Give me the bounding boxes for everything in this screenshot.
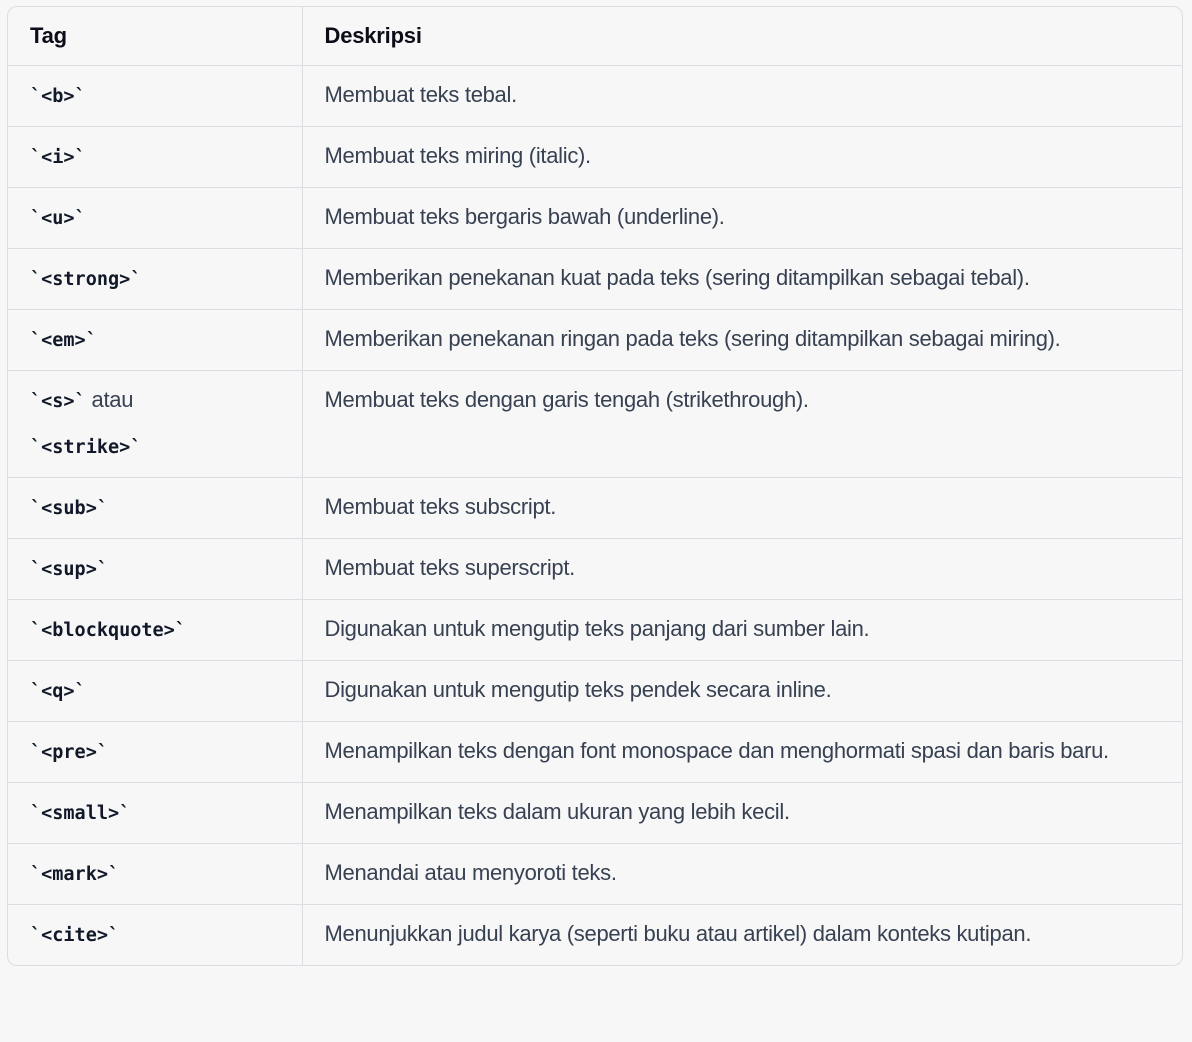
table-row [8, 188, 1182, 249]
description-cell: Menandai atau menyoroti teks. [302, 844, 1182, 905]
description-cell: Membuat teks bergaris bawah (underline). [302, 188, 1182, 249]
tag-code: `<sup>` [30, 559, 108, 580]
table-row [8, 249, 1182, 310]
tag-code: `<s>` [30, 391, 86, 412]
description-cell: Membuat teks miring (italic). [302, 127, 1182, 188]
tag-cell [8, 539, 302, 600]
tag-code: `<mark>` [30, 864, 120, 885]
tag-cell [8, 600, 302, 661]
description-cell: Digunakan untuk mengutip teks pendek secara inline. [302, 661, 1182, 722]
tag-code: `<b>` [30, 86, 86, 107]
table-row [8, 844, 1182, 905]
table-row [8, 722, 1182, 783]
table [8, 7, 1182, 965]
description-cell: Membuat teks superscript. [302, 539, 1182, 600]
tag-separator: atau [85, 387, 134, 412]
tag-code-alt: `<strike>` [30, 437, 142, 458]
description-cell: Menampilkan teks dalam ukuran yang lebih kecil. [302, 783, 1182, 844]
tag-cell [8, 905, 302, 966]
tag-code: `<cite>` [30, 925, 120, 946]
tag-cell [8, 66, 302, 127]
tag-cell [8, 844, 302, 905]
tag-code: `<q>` [30, 681, 86, 702]
column-header-tag: Tag [8, 7, 302, 66]
tag-cell [8, 310, 302, 371]
tag-code: `<i>` [30, 147, 86, 168]
table-row [8, 783, 1182, 844]
table-row [8, 905, 1182, 966]
tag-cell [8, 127, 302, 188]
tag-code: `<blockquote>` [30, 620, 186, 641]
table-row [8, 600, 1182, 661]
table-row [8, 310, 1182, 371]
tag-cell [8, 371, 302, 478]
tag-code: `<u>` [30, 208, 86, 229]
description-cell: Digunakan untuk mengutip teks panjang dari sumber lain. [302, 600, 1182, 661]
table-row [8, 371, 1182, 478]
tag-cell [8, 249, 302, 310]
description-cell: Menunjukkan judul karya (seperti buku atau artikel) dalam konteks kutipan. [302, 905, 1182, 966]
tag-cell [8, 722, 302, 783]
table-row [8, 539, 1182, 600]
description-cell: Membuat teks subscript. [302, 478, 1182, 539]
table-row [8, 478, 1182, 539]
tag-code: `<small>` [30, 803, 131, 824]
description-cell: Memberikan penekanan kuat pada teks (sering ditampilkan sebagai tebal). [302, 249, 1182, 310]
tag-cell [8, 783, 302, 844]
table-header-row [8, 7, 1182, 66]
tag-cell [8, 661, 302, 722]
tag-code: `<pre>` [30, 742, 108, 763]
tag-code: `<sub>` [30, 498, 108, 519]
table-row [8, 661, 1182, 722]
description-cell: Menampilkan teks dengan font monospace dan menghormati spasi dan baris baru. [302, 722, 1182, 783]
tag-cell [8, 188, 302, 249]
description-cell: Membuat teks dengan garis tengah (strikethrough). [302, 371, 1182, 478]
description-cell: Memberikan penekanan ringan pada teks (sering ditampilkan sebagai miring). [302, 310, 1182, 371]
column-header-description: Deskripsi [302, 7, 1182, 66]
tag-code: `<strong>` [30, 269, 142, 290]
description-cell: Membuat teks tebal. [302, 66, 1182, 127]
tag-code: `<em>` [30, 330, 97, 351]
table-row [8, 127, 1182, 188]
tag-cell [8, 478, 302, 539]
html-tags-table [7, 6, 1183, 966]
table-row [8, 66, 1182, 127]
